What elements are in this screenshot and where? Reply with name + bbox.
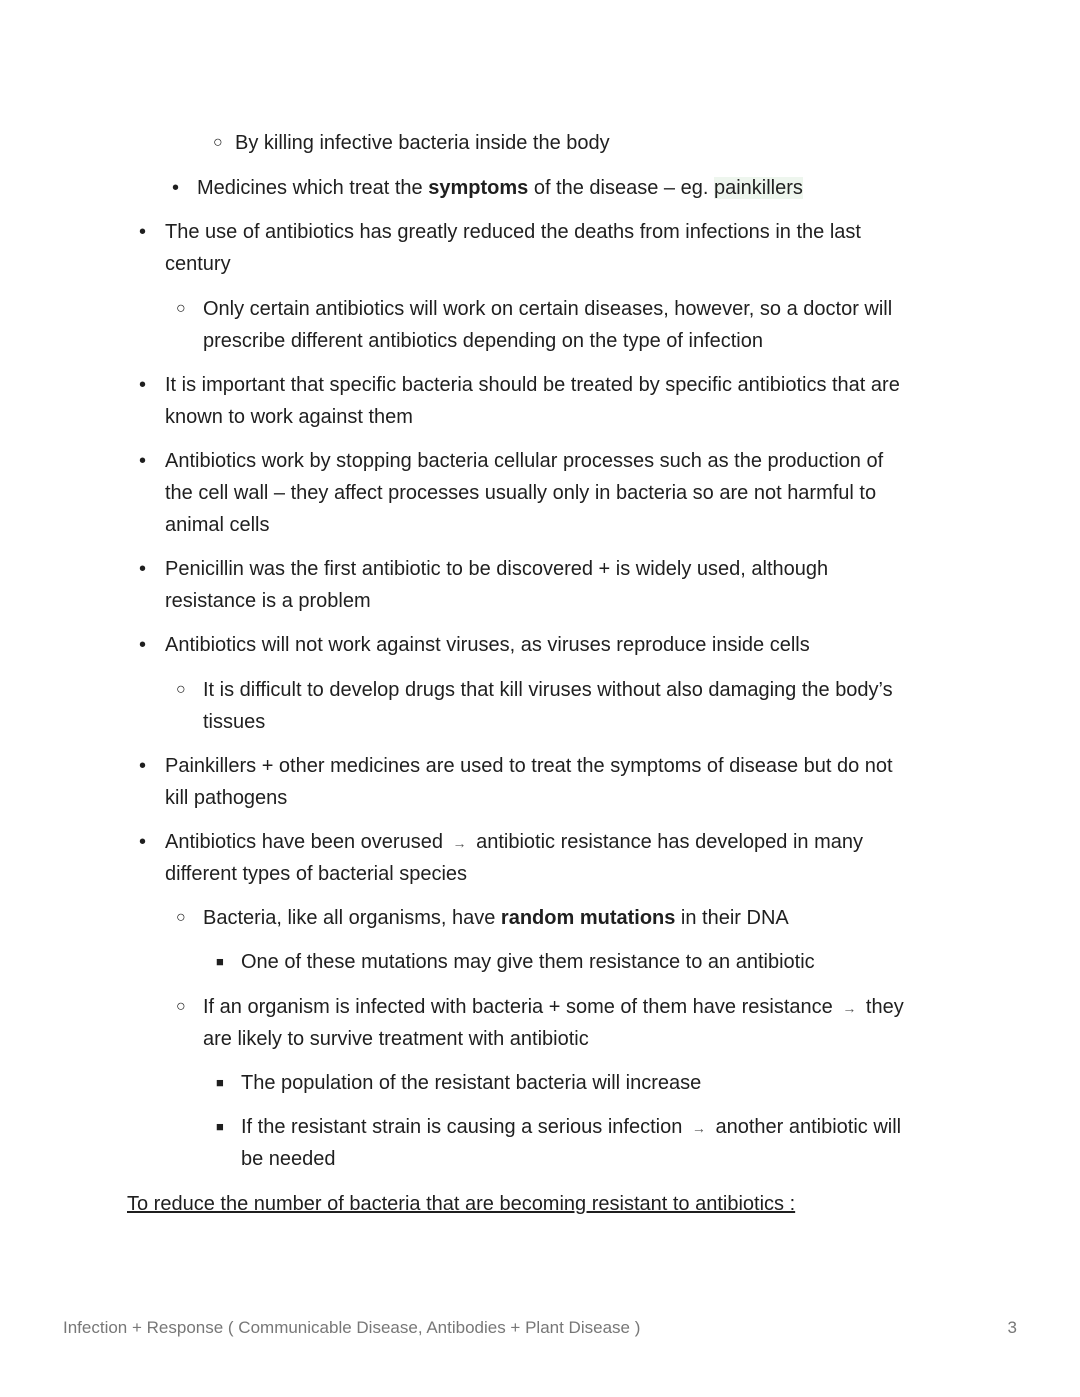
disc-bullet-icon: • (139, 558, 147, 580)
bullet-text-continuation: different types of bacterial species (165, 863, 468, 885)
disc-bullet-icon: • (172, 177, 180, 199)
text-segment: Antibiotics have been overused (165, 831, 443, 853)
text-segment: If the resistant strain is causing a serious infection (241, 1116, 683, 1138)
square-bullet-icon: ■ (216, 954, 224, 969)
bullet-text (241, 1111, 901, 1144)
disc-bullet-icon: • (139, 755, 147, 777)
circle-bullet-icon: ○ (176, 998, 186, 1015)
bullet-text-continuation: animal cells (165, 514, 270, 536)
square-bullet-icon: ■ (216, 1119, 224, 1134)
text-segment: in their DNA (675, 907, 789, 929)
square-bullet-icon: ■ (216, 1075, 224, 1090)
circle-bullet-icon: ○ (176, 300, 186, 317)
bullet-text: The use of antibiotics has greatly reduced the deaths from infections in the last (165, 221, 861, 243)
disc-bullet-icon: • (139, 374, 147, 396)
text-segment: Bacteria, like all organisms, have (203, 907, 501, 929)
text-segment: antibiotic resistance has developed in many (476, 831, 863, 853)
bullet-text (197, 172, 803, 204)
bullet-text: Antibiotics work by stopping bacteria cellular processes such as the production of (165, 450, 884, 472)
highlighted-text: painkillers (713, 177, 803, 199)
bullet-text: Antibiotics will not work against viruses, as viruses reproduce inside cells (165, 634, 810, 656)
disc-bullet-icon: • (139, 831, 147, 853)
bullet-text (203, 902, 789, 934)
bullet-text: By killing infective bacteria inside the body (235, 132, 610, 154)
bullet-text: The population of the resistant bacteria will increase (241, 1072, 702, 1094)
bullet-text (203, 991, 904, 1024)
bullet-text-continuation: the cell wall – they affect processes usually only in bacteria so are not harmful to (165, 482, 877, 504)
text-segment: they (865, 996, 904, 1018)
circle-bullet-icon: ○ (176, 909, 186, 926)
bullet-text: Penicillin was the first antibiotic to be discovered + is widely used, although (165, 558, 829, 580)
bullet-text-continuation: be needed (241, 1148, 336, 1170)
disc-bullet-icon: • (139, 450, 147, 472)
bold-text: random mutations (500, 907, 676, 929)
circle-bullet-icon: ○ (176, 681, 186, 698)
bullet-text: It is difficult to develop drugs that kill viruses without also damaging the body’s (203, 679, 893, 701)
text-segment: If an organism is infected with bacteria + some of them have resistance (203, 996, 833, 1018)
bold-text: symptoms (428, 177, 529, 199)
bullet-text-continuation: known to work against them (165, 406, 413, 428)
bullet-text: Painkillers + other medicines are used to treat the symptoms of disease but do not (165, 755, 893, 777)
arrow-right-icon: → (691, 1120, 706, 1136)
page-footer-title: Infection + Response ( Communicable Disease, Antibodies + Plant Disease ) (63, 1318, 641, 1337)
bullet-text-continuation: are likely to survive treatment with antibiotic (203, 1028, 589, 1050)
disc-bullet-icon: • (139, 634, 147, 656)
bullet-text-continuation: tissues (203, 711, 266, 733)
page-number: 3 (1007, 1318, 1017, 1337)
text-segment: of the disease – eg. (528, 177, 714, 199)
bullet-text-continuation: century (165, 253, 231, 275)
section-heading: To reduce the number of bacteria that are becoming resistant to antibiotics : (127, 1193, 796, 1215)
arrow-right-icon: → (842, 1000, 857, 1016)
bullet-text-continuation: prescribe different antibiotics depending on the type of infection (203, 330, 763, 352)
bullet-text-continuation: resistance is a problem (165, 590, 371, 612)
bullet-text (165, 826, 863, 859)
disc-bullet-icon: • (139, 221, 147, 243)
text-segment: another antibiotic will (715, 1116, 902, 1138)
bullet-text: Only certain antibiotics will work on certain diseases, however, so a doctor will (203, 298, 893, 320)
arrow-right-icon: → (452, 835, 467, 851)
text-segment: Medicines which treat the (197, 177, 429, 199)
bullet-text: It is important that specific bacteria should be treated by specific antibiotics that are (165, 374, 900, 396)
circle-bullet-icon: ○ (213, 134, 223, 151)
bullet-text-continuation: kill pathogens (165, 787, 288, 809)
bullet-text: One of these mutations may give them resistance to an antibiotic (241, 951, 815, 973)
